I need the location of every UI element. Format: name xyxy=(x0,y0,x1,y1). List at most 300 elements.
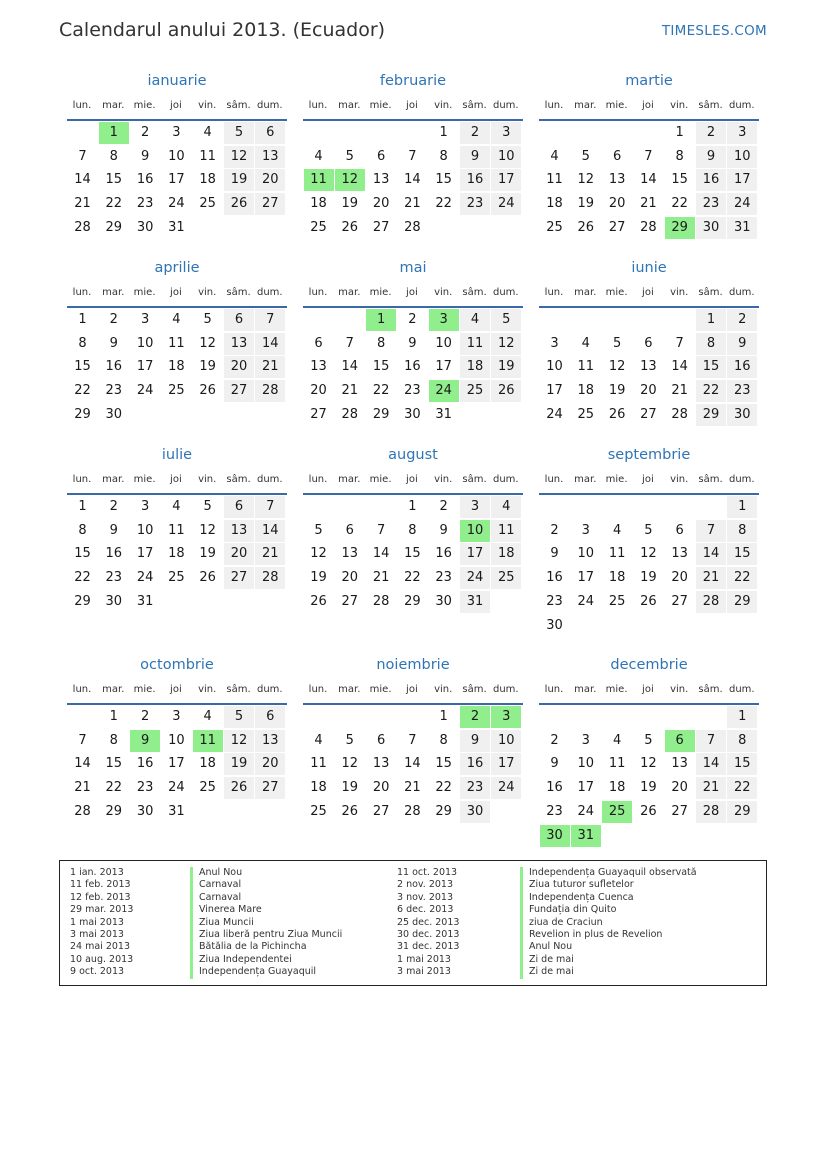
day-cell: 19 xyxy=(640,570,657,586)
weekday-label: mar. xyxy=(338,100,361,111)
day-cell: 4 xyxy=(203,125,212,140)
day-cell: 12 xyxy=(310,546,327,562)
day-cell: 23 xyxy=(435,570,452,586)
header-rule xyxy=(539,306,759,308)
day-cell: 11 xyxy=(608,756,626,772)
weekday-label: vin. xyxy=(670,684,689,695)
day-cell: 18 xyxy=(546,196,563,212)
weekday-label: sâm. xyxy=(226,100,251,111)
day-cell: 23 xyxy=(546,593,563,609)
day-cell: 28 xyxy=(255,380,285,402)
day-cell: 22 xyxy=(74,383,91,399)
legend-date: 11 oct. 2013 xyxy=(397,867,458,878)
weekday-label: mar. xyxy=(338,474,361,485)
day-cell: 9 xyxy=(550,756,559,772)
day-cell: 26 xyxy=(224,193,254,215)
day-cell: 12 xyxy=(199,335,216,351)
day-cell: 27 xyxy=(255,193,285,215)
day-cell: 9 xyxy=(460,146,490,168)
weekday-label: vin. xyxy=(434,100,453,111)
day-cell-holiday: 6 xyxy=(665,730,695,752)
day-cell: 9 xyxy=(109,522,118,538)
day-cell: 31 xyxy=(136,593,154,609)
legend-names-col-2 xyxy=(520,867,697,979)
day-cell: 12 xyxy=(640,546,657,562)
day-cell: 15 xyxy=(74,546,91,562)
month-name: martie xyxy=(625,73,673,89)
day-cell: 4 xyxy=(491,496,521,518)
day-cell: 27 xyxy=(255,777,285,799)
day-cell-holiday: 10 xyxy=(460,520,490,542)
day-cell: 12 xyxy=(224,146,254,168)
day-cell: 27 xyxy=(341,593,359,609)
header-rule xyxy=(539,703,759,705)
day-cell: 4 xyxy=(550,148,559,164)
day-cell: 25 xyxy=(168,570,185,586)
weekday-label: joi xyxy=(170,100,182,111)
day-cell: 4 xyxy=(612,732,622,748)
day-cell: 13 xyxy=(608,172,626,188)
day-cell: 23 xyxy=(404,383,421,399)
day-cell: 4 xyxy=(581,335,590,351)
day-cell: 18 xyxy=(491,543,521,565)
day-cell: 23 xyxy=(136,780,154,796)
day-cell: 14 xyxy=(255,520,285,542)
day-cell-holiday: 3 xyxy=(429,309,459,331)
day-cell: 28 xyxy=(404,803,421,819)
legend-date: 2 nov. 2013 xyxy=(397,879,453,891)
day-cell: 18 xyxy=(608,780,626,796)
weekday-label: mar. xyxy=(338,287,361,298)
weekday-label: joi xyxy=(406,474,418,485)
day-cell: 2 xyxy=(727,309,757,331)
legend-date: 29 mar. 2013 xyxy=(70,904,134,916)
day-cell-holiday: 11 xyxy=(304,169,334,191)
day-cell: 17 xyxy=(577,780,595,796)
weekday-header xyxy=(303,287,523,303)
weekday-label: dum. xyxy=(728,684,755,695)
day-cell: 18 xyxy=(577,383,595,399)
day-cell: 9 xyxy=(696,146,726,168)
day-cell: 13 xyxy=(255,146,285,168)
day-cell: 20 xyxy=(372,196,390,212)
legend-holiday: Carnaval xyxy=(190,892,342,904)
weekday-header xyxy=(67,684,287,700)
day-cell: 19 xyxy=(577,196,595,212)
weekday-label: joi xyxy=(170,684,182,695)
day-cell: 26 xyxy=(341,803,359,819)
day-cell: 13 xyxy=(341,546,359,562)
day-cell: 4 xyxy=(203,709,212,724)
weekday-label: lun. xyxy=(308,287,328,298)
weekday-label: dum. xyxy=(728,100,755,111)
day-cell: 19 xyxy=(199,359,216,375)
day-cell: 7 xyxy=(644,148,653,164)
weekday-label: lun. xyxy=(544,684,564,695)
day-cell: 22 xyxy=(727,567,757,589)
day-cell: 27 xyxy=(372,803,390,819)
weekday-label: dum. xyxy=(728,474,755,485)
weekday-label: lun. xyxy=(72,287,92,298)
day-cell-holiday: 1 xyxy=(99,122,129,144)
weekday-label: joi xyxy=(406,684,418,695)
month-name: septembrie xyxy=(607,447,691,463)
day-cell: 13 xyxy=(671,546,688,562)
day-cell: 12 xyxy=(491,333,521,355)
day-cell: 23 xyxy=(727,380,757,402)
weekday-label: mie. xyxy=(605,100,628,111)
weekday-header xyxy=(539,684,759,700)
weekday-label: lun. xyxy=(544,287,564,298)
weekday-header xyxy=(303,684,523,700)
day-cell: 30 xyxy=(404,406,421,422)
day-cell: 16 xyxy=(105,359,123,375)
legend-date: 12 feb. 2013 xyxy=(70,891,131,903)
weekday-label: mie. xyxy=(369,100,392,111)
day-cell: 15 xyxy=(105,756,123,772)
day-cell: 6 xyxy=(612,148,622,164)
day-cell: 30 xyxy=(105,406,123,422)
legend-holiday: ziua de Craciun xyxy=(520,917,697,929)
day-cell: 5 xyxy=(345,148,354,164)
legend-date: 30 dec. 2013 xyxy=(397,928,460,940)
day-cell: 8 xyxy=(78,335,87,351)
day-cell: 1 xyxy=(408,499,417,514)
day-cell: 6 xyxy=(224,496,254,518)
day-cell: 16 xyxy=(727,356,757,378)
day-cell: 3 xyxy=(581,732,590,748)
weekday-label: sâm. xyxy=(226,684,251,695)
day-cell: 17 xyxy=(435,359,452,375)
day-cell: 11 xyxy=(608,546,626,562)
day-cell: 31 xyxy=(168,219,185,235)
day-cell: 29 xyxy=(727,801,757,823)
day-cell: 8 xyxy=(439,148,448,164)
day-cell: 21 xyxy=(255,356,285,378)
day-cell: 14 xyxy=(74,756,91,772)
legend-names-col-1 xyxy=(190,867,342,979)
day-cell: 14 xyxy=(255,333,285,355)
day-cell: 19 xyxy=(199,546,216,562)
day-cell: 29 xyxy=(696,404,726,426)
legend-holiday: Independența Cuenca xyxy=(520,892,697,904)
day-cell: 5 xyxy=(612,335,622,351)
day-cell: 30 xyxy=(696,217,726,239)
day-cell: 25 xyxy=(199,780,216,796)
weekday-label: mie. xyxy=(605,684,628,695)
weekday-label: lun. xyxy=(308,684,328,695)
day-cell: 30 xyxy=(136,803,154,819)
weekday-label: mie. xyxy=(605,287,628,298)
day-cell: 20 xyxy=(372,780,390,796)
weekday-label: dum. xyxy=(492,100,519,111)
weekday-label: vin. xyxy=(434,287,453,298)
header-rule xyxy=(303,119,523,121)
header-rule xyxy=(539,119,759,121)
day-cell: 31 xyxy=(460,591,490,613)
day-cell: 6 xyxy=(376,148,386,164)
legend-holiday: Revelion in plus de Revelion xyxy=(520,929,697,941)
weekday-label: lun. xyxy=(72,474,92,485)
weekday-label: lun. xyxy=(544,100,564,111)
day-cell: 9 xyxy=(727,333,757,355)
day-cell: 17 xyxy=(546,383,563,399)
day-cell: 5 xyxy=(644,732,653,748)
day-cell: 8 xyxy=(109,732,118,748)
day-cell: 6 xyxy=(376,732,386,748)
day-cell: 14 xyxy=(74,172,91,188)
day-cell: 22 xyxy=(435,196,452,212)
day-cell: 3 xyxy=(550,335,559,351)
day-cell: 16 xyxy=(404,359,421,375)
day-cell: 9 xyxy=(408,335,417,351)
day-cell: 17 xyxy=(491,169,521,191)
day-cell: 13 xyxy=(372,172,390,188)
day-cell: 3 xyxy=(491,122,521,144)
day-cell: 18 xyxy=(168,546,185,562)
weekday-label: mar. xyxy=(574,287,597,298)
day-cell: 10 xyxy=(546,359,563,375)
day-cell: 28 xyxy=(696,591,726,613)
weekday-label: sâm. xyxy=(226,474,251,485)
day-cell: 28 xyxy=(341,406,359,422)
day-cell: 27 xyxy=(372,219,390,235)
brand-link[interactable]: TIMESLES.COM xyxy=(661,23,767,39)
day-cell: 15 xyxy=(372,359,390,375)
day-cell: 17 xyxy=(168,756,185,772)
day-cell: 30 xyxy=(460,801,490,823)
legend-holiday: Bătălia de la Pichincha xyxy=(190,941,342,953)
day-cell: 3 xyxy=(172,709,181,724)
day-cell-holiday: 30 xyxy=(540,825,570,847)
day-cell: 22 xyxy=(105,196,123,212)
day-cell: 1 xyxy=(78,312,87,327)
day-cell: 28 xyxy=(640,219,657,235)
day-cell: 4 xyxy=(460,309,490,331)
day-cell: 20 xyxy=(640,383,657,399)
day-cell: 14 xyxy=(640,172,657,188)
weekday-label: vin. xyxy=(434,684,453,695)
month-name: noiembrie xyxy=(376,657,450,673)
day-cell: 30 xyxy=(435,593,452,609)
day-cell: 7 xyxy=(696,730,726,752)
day-cell: 5 xyxy=(224,122,254,144)
day-cell: 30 xyxy=(136,219,154,235)
day-cell: 2 xyxy=(140,709,150,724)
weekday-header xyxy=(303,474,523,490)
day-cell: 3 xyxy=(140,499,150,514)
day-cell: 29 xyxy=(74,593,91,609)
day-cell: 16 xyxy=(460,169,490,191)
weekday-label: mar. xyxy=(102,684,125,695)
day-cell: 27 xyxy=(671,593,688,609)
legend-date: 3 mai 2013 xyxy=(397,966,451,978)
weekday-label: mie. xyxy=(133,287,156,298)
day-cell: 10 xyxy=(491,730,521,752)
day-cell: 4 xyxy=(314,148,323,164)
day-cell: 25 xyxy=(199,196,216,212)
day-cell: 29 xyxy=(105,803,123,819)
day-cell: 27 xyxy=(608,219,626,235)
day-cell: 26 xyxy=(577,219,595,235)
day-cell: 25 xyxy=(546,219,563,235)
day-cell: 21 xyxy=(671,383,688,399)
day-cell: 10 xyxy=(577,756,595,772)
day-cell: 29 xyxy=(74,406,91,422)
day-cell: 20 xyxy=(341,570,359,586)
day-cell: 6 xyxy=(345,522,354,538)
day-cell: 26 xyxy=(491,380,521,402)
weekday-label: mie. xyxy=(133,100,156,111)
weekday-label: dum. xyxy=(492,474,519,485)
day-cell: 3 xyxy=(140,312,150,327)
header-rule xyxy=(67,306,287,308)
day-cell: 24 xyxy=(168,780,185,796)
day-cell: 24 xyxy=(460,567,490,589)
day-cell: 8 xyxy=(109,148,118,164)
day-cell: 7 xyxy=(78,148,87,164)
day-cell: 23 xyxy=(696,193,726,215)
legend-date: 24 mai 2013 xyxy=(70,941,131,953)
day-cell: 16 xyxy=(435,546,452,562)
day-cell: 18 xyxy=(310,196,327,212)
day-cell: 24 xyxy=(168,196,185,212)
legend-dates-col-1 xyxy=(70,867,133,979)
legend-holiday: Ziua tuturor sufletelor xyxy=(520,879,697,891)
day-cell: 7 xyxy=(408,732,417,748)
day-cell: 21 xyxy=(255,543,285,565)
day-cell: 16 xyxy=(136,172,154,188)
month-name: iunie xyxy=(631,260,667,276)
day-cell: 28 xyxy=(696,801,726,823)
day-cell: 19 xyxy=(491,356,521,378)
day-cell: 1 xyxy=(439,709,448,724)
day-cell: 21 xyxy=(372,570,390,586)
page-title: Calendarul anului 2013. (Ecuador) xyxy=(59,19,386,41)
day-cell: 13 xyxy=(640,359,657,375)
day-cell: 6 xyxy=(314,335,323,351)
weekday-header xyxy=(67,474,287,490)
day-cell: 15 xyxy=(435,172,452,188)
day-cell: 24 xyxy=(136,570,154,586)
weekday-header xyxy=(539,100,759,116)
day-cell: 20 xyxy=(608,196,626,212)
day-cell: 8 xyxy=(696,333,726,355)
day-cell: 21 xyxy=(404,780,421,796)
day-cell: 18 xyxy=(199,172,216,188)
day-cell: 8 xyxy=(408,522,417,538)
day-cell: 27 xyxy=(671,803,688,819)
day-cell: 23 xyxy=(136,196,154,212)
day-cell: 15 xyxy=(74,359,91,375)
day-cell: 3 xyxy=(727,122,757,144)
day-cell: 15 xyxy=(671,172,688,188)
day-cell: 11 xyxy=(460,333,490,355)
day-cell: 2 xyxy=(550,522,559,538)
weekday-label: joi xyxy=(642,100,654,111)
weekday-label: vin. xyxy=(198,474,217,485)
day-cell: 3 xyxy=(460,496,490,518)
day-cell-holiday: 11 xyxy=(193,730,223,752)
legend-date: 1 mai 2013 xyxy=(70,916,124,928)
legend-holiday: Fundația din Quito xyxy=(520,904,697,916)
day-cell: 16 xyxy=(546,780,563,796)
day-cell: 8 xyxy=(727,520,757,542)
day-cell: 23 xyxy=(105,570,123,586)
day-cell: 5 xyxy=(644,522,653,538)
legend-holiday: Vinerea Mare xyxy=(190,904,342,916)
day-cell: 22 xyxy=(372,383,390,399)
legend-holiday: Zi de mai xyxy=(520,954,697,966)
day-cell: 17 xyxy=(727,169,757,191)
day-cell: 15 xyxy=(696,356,726,378)
month-name: decembrie xyxy=(610,657,688,673)
day-cell: 30 xyxy=(546,617,563,633)
weekday-label: sâm. xyxy=(698,684,723,695)
day-cell: 24 xyxy=(136,383,154,399)
day-cell: 26 xyxy=(224,777,254,799)
day-cell: 27 xyxy=(640,406,657,422)
weekday-label: mie. xyxy=(605,474,628,485)
day-cell: 29 xyxy=(372,406,390,422)
legend-date: 25 dec. 2013 xyxy=(397,916,460,928)
day-cell: 3 xyxy=(172,125,181,140)
weekday-label: lun. xyxy=(72,684,92,695)
day-cell: 13 xyxy=(224,520,254,542)
day-cell: 4 xyxy=(612,522,622,538)
weekday-label: vin. xyxy=(670,474,689,485)
day-cell: 27 xyxy=(224,380,254,402)
day-cell: 24 xyxy=(727,193,757,215)
weekday-header xyxy=(539,287,759,303)
day-cell: 21 xyxy=(74,196,91,212)
day-cell: 6 xyxy=(644,335,653,351)
day-cell: 6 xyxy=(675,522,684,538)
weekday-label: vin. xyxy=(198,100,217,111)
legend-holiday: Independența Guayaquil observată xyxy=(520,867,697,879)
month-name: februarie xyxy=(379,73,447,89)
day-cell: 7 xyxy=(345,335,354,351)
day-cell: 21 xyxy=(696,567,726,589)
month-name: iulie xyxy=(161,447,193,463)
day-cell-holiday: 3 xyxy=(491,706,521,728)
month-name: octombrie xyxy=(140,657,214,673)
weekday-label: dum. xyxy=(256,684,283,695)
day-cell: 1 xyxy=(727,706,757,728)
day-cell: 13 xyxy=(372,756,390,772)
day-cell: 10 xyxy=(491,146,521,168)
day-cell: 5 xyxy=(581,148,590,164)
day-cell: 19 xyxy=(224,753,254,775)
weekday-label: sâm. xyxy=(226,287,251,298)
month-name: mai xyxy=(399,260,427,276)
day-cell: 12 xyxy=(608,359,626,375)
day-cell: 20 xyxy=(224,543,254,565)
legend-date: 9 oct. 2013 xyxy=(70,966,125,978)
day-cell: 10 xyxy=(168,148,185,164)
header-rule xyxy=(303,703,523,705)
day-cell: 21 xyxy=(696,777,726,799)
day-cell: 29 xyxy=(105,219,123,235)
weekday-label: dum. xyxy=(256,474,283,485)
legend-holiday: Ziua Muncii xyxy=(190,917,342,929)
day-cell: 18 xyxy=(199,756,216,772)
day-cell: 10 xyxy=(168,732,185,748)
legend-date: 1 mai 2013 xyxy=(397,953,451,965)
day-cell: 23 xyxy=(105,383,123,399)
day-cell: 10 xyxy=(136,522,154,538)
day-cell: 9 xyxy=(550,546,559,562)
